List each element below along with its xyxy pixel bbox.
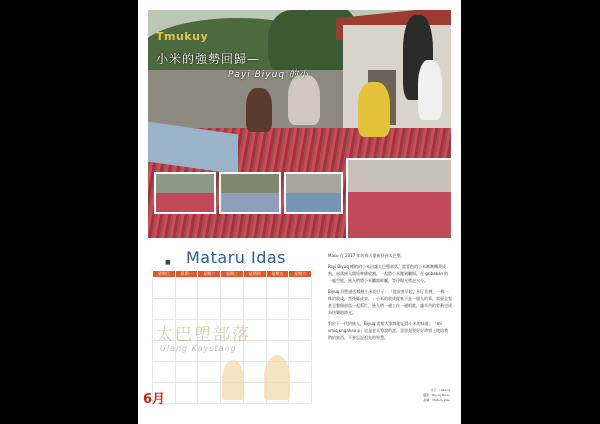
weekday-header: 星期五 xyxy=(266,271,289,278)
watermark-subtext: Ulang Kaystang xyxy=(160,344,237,353)
weekday-header: 星期六 xyxy=(289,271,312,278)
cover-photo xyxy=(148,10,451,238)
photo-tag: Tmukuy xyxy=(156,30,209,43)
article-body xyxy=(328,252,452,345)
photo-headline: 小米的強勢回歸— xyxy=(156,52,261,66)
inset-photo-1 xyxy=(154,172,216,214)
credit-line: 美編：Mataru Idas xyxy=(423,398,450,402)
watermark-text: 太巴塱部落 xyxy=(156,325,251,345)
inset-photo-2 xyxy=(219,172,281,214)
weekday-header: 星期一 xyxy=(175,271,198,278)
calendar-page xyxy=(138,0,461,424)
article-paragraph: Biyuq 回想過去種植小米的日子：「從前要早起，到了田裡，一株一株的收成，然後綁成束。」小米的收成從來不是一個人的事，需要全家甚至整個部落一起幫忙，族人們一邊工作一邊唱歌，讓辛苦的勞動也成為快樂的時光。 xyxy=(328,289,452,315)
article-paragraph: Masu 在 2017 年的春天重新回到太巴塱。 xyxy=(328,253,405,258)
weekday-header: 星期二 xyxy=(198,271,221,278)
inset-photo-3 xyxy=(284,172,343,214)
month-label: 6月 xyxy=(143,392,166,407)
weekday-header: 星期三 xyxy=(221,271,244,278)
month-title: Mataru Idas xyxy=(186,248,287,267)
credits xyxy=(400,388,450,403)
weekday-header: 星期日 xyxy=(153,271,176,278)
credit-line: 文字：Ulaang xyxy=(430,388,450,392)
inset-photo-4 xyxy=(346,158,451,238)
article-paragraph: Payi Biyuq 種植的小米田讓太巴塱部落，當青色的小米漸漸轉黃成熟，部落族人開始準備收割，一起將小米搬到曬場。在 gribaban 的一處空地，族人們將小米攤開晾曬，等待陽光帶走水分。 xyxy=(328,264,449,283)
title-bullet: ■ xyxy=(165,259,171,266)
photo-subheadline: Payi Biyuq 的小 xyxy=(228,70,309,80)
article-paragraph: 對於下一代的族人，Biyuq 希望大家都能記得小米的味道。「mi smiq kngahan p」這是老人家說的話，意思是要好好珍惜土地給我們的東西，不要忘記祖先的智慧。 xyxy=(328,321,449,340)
credit-line: 攝影：Biyuq Kulau xyxy=(423,393,450,397)
weekday-header: 星期四 xyxy=(243,271,266,278)
